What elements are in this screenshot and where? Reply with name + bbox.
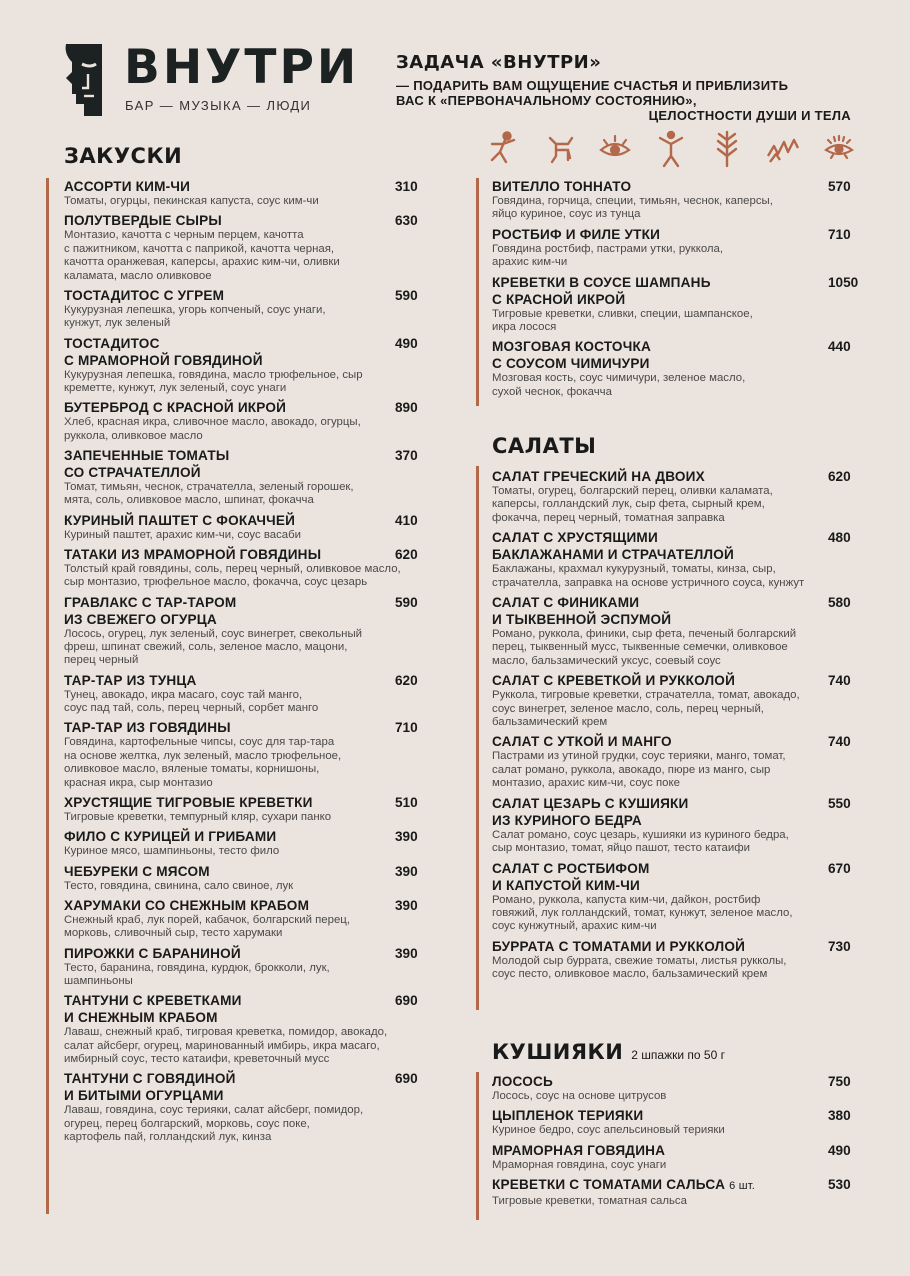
- mission-title: ЗАДАЧА «ВНУТРИ»: [396, 52, 602, 73]
- menu-item: [64, 178, 464, 208]
- mission-line: ЦЕЛОСТНОСТИ ДУШИ И ТЕЛА: [648, 108, 851, 123]
- item-description: Куриное бедро, соус апельсиновый терияки: [492, 1124, 725, 1137]
- item-price: 740: [828, 673, 851, 689]
- item-price: 570: [828, 179, 851, 194]
- item-name-text: КРЕВЕТКИ С ТОМАТАМИ САЛЬСА: [492, 1177, 726, 1193]
- item-description: Тигровые креветки, сливки, специи, шампанское, икра лосося: [492, 307, 753, 334]
- item-description: Салат романо, соус цезарь, кушияки из куриного бедра, сыр монтазио, томат, яйцо пашот, тесто катаифи: [492, 828, 789, 855]
- item-price: 630: [395, 213, 418, 229]
- item-description: Баклажаны, крахмал кукурузный, томаты, кинза, сыр, страчателла, заправка на основе устричного соуса, кунжут: [492, 563, 805, 589]
- menu-item: [64, 546, 464, 590]
- menu-item: [492, 672, 872, 729]
- menu-item: [492, 1107, 872, 1137]
- item-price: 410: [395, 512, 418, 528]
- item-price: 690: [395, 993, 418, 1009]
- item-name: [492, 338, 872, 372]
- item-name-text: БУРРАТА С ТОМАТАМИ И РУККОЛОЙ: [492, 938, 746, 954]
- item-description: Снежный краб, лук порей, кабачок, болгарский перец, морковь, сливочный сыр, тесто харумаки: [64, 913, 350, 940]
- item-price: 490: [395, 335, 418, 351]
- menu-item: [64, 512, 464, 542]
- item-description: Куриное мясо, шампиньоны, тесто фило: [64, 845, 280, 858]
- item-description: Лосось, огурец, лук зеленый, соус винегрет, свекольный фреш, шпинат свежий, соль, зеленое масло, мацони, перец черный: [64, 627, 362, 667]
- section-title-kushiyaki: [492, 1040, 725, 1064]
- item-name-text: САЛАТ ЦЕЗАРЬ С КУШИЯКИ ИЗ КУРИНОГО БЕДРА: [492, 795, 689, 828]
- item-description: Томаты, огурцы, пекинская капуста, соус ким-чи: [64, 195, 319, 207]
- item-description: Кукурузная лепешка, угорь копченый, соус унаги, кунжут, лук зеленый: [64, 303, 326, 330]
- horned-figure-icon: [542, 130, 576, 168]
- item-description: Куриный паштет, арахис ким-чи, соус васаби: [64, 528, 302, 541]
- item-name-text: ТАНТУНИ С ГОВЯДИНОЙ И БИТЫМИ ОГУРЦАМИ: [64, 1071, 236, 1104]
- item-name: [492, 529, 872, 563]
- menu-item: [492, 226, 872, 270]
- item-name: [492, 672, 872, 689]
- menu-item: [64, 399, 464, 443]
- menu-item: [492, 1073, 872, 1103]
- menu-item: [492, 338, 872, 399]
- item-description: Тигровые креветки, томатная сальса: [492, 1195, 687, 1208]
- item-name-text: ТАР-ТАР ИЗ ГОВЯДИНЫ: [64, 720, 231, 736]
- menu-item: [492, 178, 872, 222]
- item-description: Пастрами из утиной грудки, соус терияки, манго, томат, салат романо, руккола, авокадо, пюре из манго, сыр монтазио, арахис ким-чи, соус поке: [492, 750, 786, 790]
- item-name-text: ВИТЕЛЛО ТОННАТО: [492, 179, 632, 194]
- section-subtitle: 2 шпажки по 50 г: [631, 1048, 725, 1062]
- sun-eye-icon: [822, 130, 856, 168]
- item-description: Тесто, говядина, свинина, сало свиное, лук: [64, 879, 294, 892]
- menu-item: [64, 287, 464, 331]
- item-price: 550: [828, 795, 851, 811]
- menu-item: [492, 733, 872, 790]
- menu-item: [492, 1142, 872, 1172]
- item-portion: 6 шт.: [729, 1180, 755, 1193]
- item-price: 740: [828, 734, 851, 750]
- item-name: [492, 226, 872, 243]
- menu-item: [64, 212, 464, 283]
- menu-item: [492, 860, 872, 934]
- eye-icon: [598, 130, 632, 168]
- item-price: 620: [828, 469, 851, 484]
- item-name-text: САЛАТ С КРЕВЕТКОЙ И РУККОЛОЙ: [492, 673, 736, 689]
- item-name-text: ГРАВЛАКС С ТАР-ТАРОМ ИЗ СВЕЖЕГО ОГУРЦА: [64, 594, 237, 627]
- item-price: 690: [395, 1071, 418, 1087]
- section-title-text: КУШИЯКИ: [492, 1040, 624, 1064]
- item-description: Говядина, картофельные чипсы, соус для тар-тара на основе желтка, лук зеленый, масло трюфельное, оливковое масло, вяленые томаты, корнишоны, красная икра, сыр монтазио: [64, 736, 342, 789]
- petroglyph-row: [486, 128, 856, 170]
- item-name: [492, 860, 872, 894]
- item-price: 710: [828, 226, 851, 242]
- zakuski-left-list: [64, 178, 464, 1148]
- item-price: 490: [828, 1142, 851, 1158]
- item-name-text: ХАРУМАКИ СО СНЕЖНЫМ КРАБОМ: [64, 897, 310, 913]
- item-name-text: МРАМОРНАЯ ГОВЯДИНА: [492, 1142, 666, 1158]
- menu-item: [64, 447, 464, 508]
- item-name-text: ПИРОЖКИ С БАРАНИНОЙ: [64, 945, 241, 961]
- item-price: 380: [828, 1108, 851, 1124]
- item-description: Руккола, тигровые креветки, страчателла, томат, авокадо, соус винегрет, зеленое масло, соль, перец черный, бальзамический крем: [492, 689, 800, 729]
- menu-item: [492, 594, 872, 668]
- section-title-salaty: САЛАТЫ: [492, 434, 597, 458]
- brand-name: ВНУТРИ: [124, 40, 360, 95]
- item-price: 310: [395, 179, 418, 194]
- item-price: 440: [828, 339, 851, 355]
- item-price: 670: [828, 860, 851, 876]
- item-description: Романо, руккола, финики, сыр фета, печеный болгарский перец, тыквенный мусс, тыквенные семечки, оливковое масло, бальзамический уксус, соевый соус: [492, 628, 797, 667]
- item-name: [492, 1073, 872, 1090]
- item-price: 620: [395, 672, 418, 688]
- item-price: 370: [395, 447, 418, 463]
- item-price: 890: [395, 400, 418, 416]
- section-title-zakuski: ЗАКУСКИ: [64, 144, 183, 168]
- tree-icon: [710, 130, 744, 168]
- item-name-text: ЧЕБУРЕКИ С МЯСОМ: [64, 863, 210, 879]
- item-name-text: САЛАТ ГРЕЧЕСКИЙ НА ДВОИХ: [492, 469, 705, 484]
- item-description: Кукурузная лепешка, говядина, масло трюфельное, сыр креметте, кунжут, лук зеленый, соус унаги: [64, 368, 363, 394]
- item-name-text: ТАТАКИ ИЗ МРАМОРНОЙ ГОВЯДИНЫ: [64, 546, 322, 562]
- item-price: 750: [828, 1074, 851, 1089]
- item-price: 510: [395, 794, 418, 810]
- item-description: Монтазио, качотта с черным перцем, качотта с пажитником, качотта с паприкой, качотта черная, качотта оранжевая, каперсы, арахис ким-чи, оливки каламата, масло оливковое: [64, 229, 340, 282]
- item-description: Тесто, баранина, говядина, курдюк, брокколи, лук, шампиньоны: [64, 961, 330, 987]
- menu-item: [64, 594, 464, 668]
- item-name: [492, 1176, 872, 1195]
- menu-item: [492, 529, 872, 590]
- item-description: Хлеб, красная икра, сливочное масло, авокадо, огурцы, руккола, оливковое масло: [64, 416, 361, 442]
- menu-item: [64, 897, 464, 941]
- menu-item: [64, 719, 464, 790]
- mission-line: — ПОДАРИТЬ ВАМ ОЩУЩЕНИЕ СЧАСТЬЯ И ПРИБЛИЗИТЬ: [396, 78, 789, 93]
- item-description: Тигровые креветки, темпурный кляр, сухари панко: [64, 810, 332, 823]
- menu-item: [492, 938, 872, 982]
- menu-item: [64, 1070, 464, 1144]
- item-name-text: ЛОСОСЬ: [492, 1074, 553, 1089]
- item-price: 620: [395, 546, 418, 562]
- accent-line: [476, 178, 479, 406]
- item-price: 1050: [828, 274, 859, 290]
- item-description: Говядина, горчица, специи, тимьян, чеснок, каперсы, яйцо куриное, соус из тунца: [492, 195, 773, 221]
- menu-item: [492, 1176, 872, 1208]
- item-name-text: АССОРТИ КИМ-ЧИ: [64, 179, 191, 194]
- item-price: 390: [395, 829, 418, 845]
- stick-figure-icon: [654, 130, 688, 168]
- menu-item: [492, 795, 872, 856]
- item-name-text: ХРУСТЯЩИЕ ТИГРОВЫЕ КРЕВЕТКИ: [64, 794, 313, 810]
- item-name-text: САЛАТ С ХРУСТЯЩИМИ БАКЛАЖАНАМИ И СТРАЧАТЕЛЛОЙ: [492, 530, 734, 563]
- item-name: [492, 178, 872, 195]
- item-description: Лосось, соус на основе цитрусов: [492, 1090, 667, 1102]
- menu-item: [64, 992, 464, 1066]
- item-name-text: ТАНТУНИ С КРЕВЕТКАМИ И СНЕЖНЫМ КРАБОМ: [64, 993, 242, 1026]
- item-price: 480: [828, 530, 851, 546]
- item-description: Лаваш, говядина, соус терияки, салат айсберг, помидор, огурец, перец болгарский, морковь, соус поке, картофель пай, голландский лук, кинза: [64, 1104, 364, 1144]
- item-price: 390: [395, 945, 418, 961]
- item-description: Мозговая кость, соус чимичури, зеленое масло, сухой чеснок, фокачча: [492, 372, 746, 398]
- item-name-text: КУРИНЫЙ ПАШТЕТ С ФОКАЧЧЕЙ: [64, 512, 296, 528]
- item-name: [492, 1142, 872, 1159]
- item-description: Тунец, авокадо, икра масаго, соус тай манго, соус пад тай, соль, перец черный, сорбет манго: [64, 688, 319, 715]
- salaty-list: [492, 468, 872, 986]
- item-name: [492, 1107, 872, 1124]
- accent-line: [46, 178, 49, 1214]
- item-name: [492, 274, 872, 308]
- item-description: Лаваш, снежный краб, тигровая креветка, помидор, авокадо, салат айсберг, огурец, маринованный имбирь, икра масаго, имбирный соус, тесто катаифи, креветочный мусс: [64, 1026, 388, 1066]
- item-price: 530: [828, 1177, 851, 1193]
- menu-item: [64, 672, 464, 716]
- menu-item: [64, 828, 464, 858]
- zigzag-icon: [766, 130, 800, 168]
- item-name-text: САЛАТ С РОСТБИФОМ И КАПУСТОЙ КИМ-ЧИ: [492, 860, 650, 893]
- accent-line: [476, 466, 479, 1010]
- item-description: Мраморная говядина, соус унаги: [492, 1158, 667, 1171]
- item-name-text: МОЗГОВАЯ КОСТОЧКА С СОУСОМ ЧИМИЧУРИ: [492, 339, 651, 372]
- item-name-text: САЛАТ С УТКОЙ И МАНГО: [492, 734, 672, 750]
- mission-text: [396, 78, 851, 123]
- brand-tagline: БАР — МУЗЫКА — ЛЮДИ: [125, 98, 312, 113]
- menu-item: [492, 468, 872, 525]
- item-name-text: ТАР-ТАР ИЗ ТУНЦА: [64, 672, 197, 688]
- item-name: [492, 733, 872, 750]
- menu-item: [64, 945, 464, 989]
- zakuski-right-list: [492, 178, 872, 403]
- item-name-text: КРЕВЕТКИ В СОУСЕ ШАМПАНЬ С КРАСНОЙ ИКРОЙ: [492, 274, 711, 307]
- accent-line: [476, 1072, 479, 1220]
- item-name: [492, 594, 872, 628]
- item-description: Томат, тимьян, чеснок, страчателла, зеленый горошек, мята, соль, оливковое масло, шпинат, фокачча: [64, 480, 354, 507]
- item-description: Говядина ростбиф, пастрами утки, руккола, арахис ким-чи: [492, 242, 724, 269]
- item-name-text: БУТЕРБРОД С КРАСНОЙ ИКРОЙ: [64, 400, 287, 416]
- item-price: 390: [395, 897, 418, 913]
- logo-face-icon: [62, 44, 104, 116]
- mission-line: ВАС К «ПЕРВОНАЧАЛЬНОМУ СОСТОЯНИЮ»,: [396, 93, 697, 108]
- item-price: 580: [828, 595, 851, 611]
- item-description: Томаты, огурец, болгарский перец, оливки каламата, каперсы, голландский лук, сыр фета, сырный крем, фокачча, перец черный, томатная заправка: [492, 485, 773, 524]
- item-price: 590: [395, 594, 418, 610]
- item-description: Толстый край говядины, соль, перец черный, оливковое масло, сыр монтазио, трюфельное масло, фокачча, соус цезарь: [64, 562, 401, 589]
- menu-item: [64, 794, 464, 824]
- item-description: Романо, руккола, капуста ким-чи, дайкон, ростбиф говяжий, лук голландский, томат, кунжут, зеленое масло, соус кунжутный, арахис ким-чи: [492, 893, 793, 933]
- kushiyaki-list: [492, 1073, 872, 1213]
- item-name-text: ЦЫПЛЕНОК ТЕРИЯКИ: [492, 1108, 644, 1124]
- item-name-text: ФИЛО С КУРИЦЕЙ И ГРИБАМИ: [64, 829, 277, 845]
- dancer-icon: [486, 130, 520, 168]
- item-name: [492, 795, 872, 829]
- item-price: 390: [395, 863, 418, 879]
- item-name: [492, 468, 872, 485]
- item-name-text: ПОЛУТВЕРДЫЕ СЫРЫ: [64, 213, 222, 229]
- item-name: [492, 938, 872, 955]
- item-name-text: РОСТБИФ И ФИЛЕ УТКИ: [492, 226, 661, 242]
- item-name-text: САЛАТ С ФИНИКАМИ И ТЫКВЕННОЙ ЭСПУМОЙ: [492, 595, 672, 628]
- menu-item: [64, 335, 464, 396]
- item-price: 590: [395, 287, 418, 303]
- item-name-text: ТОСТАДИТОС С УГРЕМ: [64, 287, 225, 303]
- menu-item: [492, 274, 872, 335]
- item-description: Молодой сыр буррата, свежие томаты, листья рукколы, соус песто, оливковое масло, бальзамический крем: [492, 954, 787, 981]
- item-name-text: ЗАПЕЧЕННЫЕ ТОМАТЫ СО СТРАЧАТЕЛЛОЙ: [64, 447, 230, 480]
- item-price: 730: [828, 938, 851, 954]
- item-price: 710: [395, 720, 418, 736]
- menu-item: [64, 863, 464, 893]
- item-name-text: ТОСТАДИТОС С МРАМОРНОЙ ГОВЯДИНОЙ: [64, 335, 263, 368]
